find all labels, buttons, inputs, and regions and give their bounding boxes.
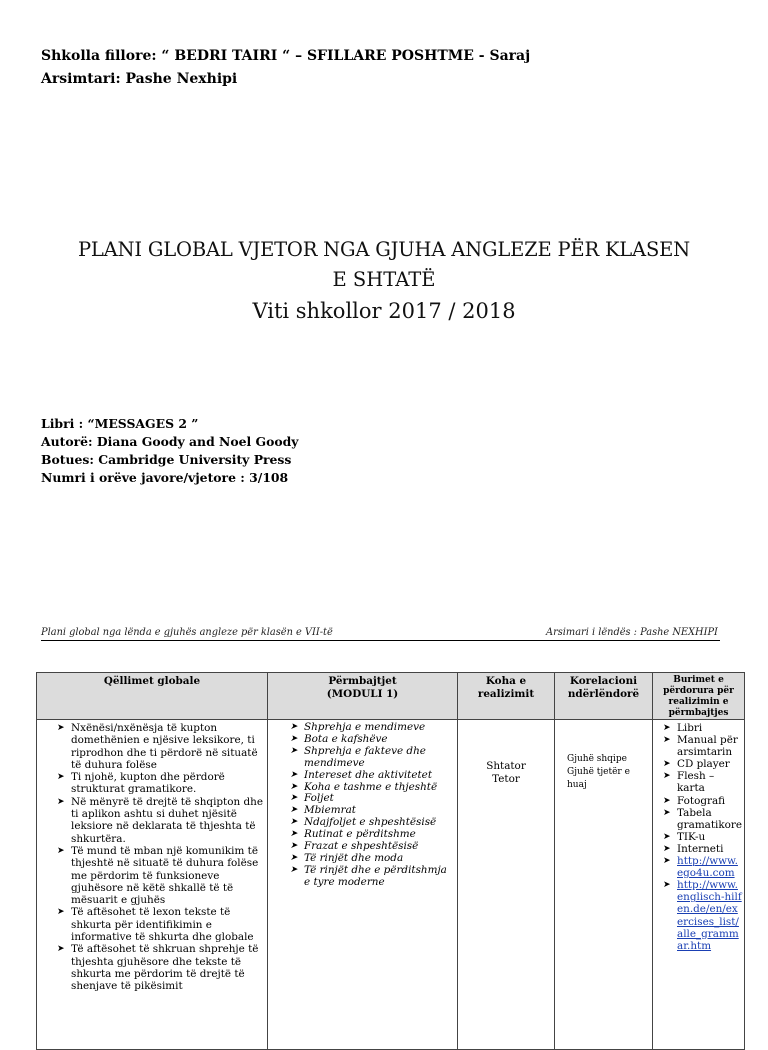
- footer-divider: [41, 640, 720, 641]
- weekly-yearly-hours: Numri i orëve javore/vjetore : 3/108: [41, 470, 289, 485]
- school-name: Shkolla fillore: “ BEDRI TAIRI “ – SFILLARE POSHTME - Saraj: [41, 48, 531, 64]
- resource-item: ➤ Tabela gramatikore: [663, 807, 742, 831]
- book-authors: Autorë: Diana Goody and Noel Goody: [41, 434, 299, 449]
- time-item: Shtator: [486, 760, 526, 772]
- content-item: ➤ Koha e tashme e thjeshtë: [290, 782, 455, 794]
- header-correlation: Korelacioni ndërlëndorë: [555, 673, 653, 720]
- plan-table: [36, 672, 745, 1050]
- time-item: Tetor: [492, 773, 520, 785]
- resource-link[interactable]: http://www.englisch-hilfen.de/en/exercises_list/alle_grammar.htm: [677, 879, 742, 952]
- book-title: Libri : “MESSAGES 2 ”: [41, 416, 199, 431]
- goal-item: ➤ Të aftësohet të lexon tekste të shkurta për identifikimin e informative të shkurta dhe globale: [57, 906, 263, 943]
- goal-item: ➤ Të aftësohet të shkruan shprehje të thjeshta gjuhësore dhe tekste të shkurta me përdorim të drejtë të shenjave të pikësimit: [57, 943, 263, 992]
- document-title-line2: E SHTATË: [332, 268, 436, 291]
- resource-item: ➤ TIK-u: [663, 831, 742, 843]
- resource-item: ➤ CD player: [663, 758, 742, 770]
- teacher-name: Arsimtari: Pashe Nexhipi: [41, 71, 238, 87]
- correlation-item: Gjuhë shqipe: [567, 754, 627, 764]
- resource-link[interactable]: http://www.ego4u.com: [677, 855, 738, 880]
- goal-item: ➤ Ti njohë, kupton dhe përdorë strukturat gramatikore.: [57, 771, 263, 796]
- content-item: ➤ Të rinjët dhe e përditshmja e tyre moderne: [290, 865, 455, 889]
- correlation-item: Gjuhë tjetër e huaj: [567, 767, 630, 790]
- resource-item: ➤ Libri: [663, 722, 742, 734]
- header-goals: Qëllimet globale: [37, 673, 268, 720]
- goal-item: ➤ Nxënësi/nxënësja të kupton domethënien e njësive leksikore, ti riprodhon dhe ti përdorë në situatë të duhura folëse: [57, 722, 263, 771]
- resource-item: ➤ Flesh – karta: [663, 770, 742, 794]
- table-header-row: [37, 673, 745, 720]
- content-item: ➤ Shprehja e fakteve dhe mendimeve: [290, 746, 455, 770]
- goal-item: ➤ Në mënyrë të drejtë të shqipton dhe ti aplikon ashtu si duhet njësitë leksiore në deklarata të thjeshta të shkurtëra.: [57, 796, 263, 845]
- content-item: ➤ Mbiemrat: [290, 805, 455, 817]
- goal-item: ➤ Të mund të mban një komunikim të thjeshtë në situatë të duhura folëse me përdorim të funksioneve gjuhësore në këtë shkallë të të mësuarit e gjuhës: [57, 845, 263, 906]
- resource-link-item: [663, 879, 742, 952]
- correlation-cell: [555, 720, 653, 1050]
- content-item: ➤ Intereset dhe aktivitetet: [290, 770, 455, 782]
- header-time: Koha e realizimit: [458, 673, 555, 720]
- page-footer-left: Plani global nga lënda e gjuhës angleze për klasën e VII-të: [41, 627, 333, 638]
- table-row: [37, 720, 745, 1050]
- book-publisher: Botues: Cambridge University Press: [41, 452, 292, 467]
- content-item: ➤ Frazat e shpeshtësisë: [290, 841, 455, 853]
- content-cell: [268, 720, 458, 1050]
- resource-item: ➤ Interneti: [663, 843, 742, 855]
- header-resources: Burimet e përdorura për realizimin e përmbajtjes: [653, 673, 745, 720]
- time-cell: [458, 720, 555, 1050]
- content-item: ➤ Foljet: [290, 793, 455, 805]
- content-item: ➤ Ndajfoljet e shpeshtësisë: [290, 817, 455, 829]
- content-item: ➤ Bota e kafshëve: [290, 734, 455, 746]
- school-year: Viti shkollor 2017 / 2018: [252, 299, 516, 323]
- resource-item: ➤ Manual për arsimtarin: [663, 734, 742, 758]
- content-item: ➤ Shprehja e mendimeve: [290, 722, 455, 734]
- content-item: ➤ Rutinat e përditshme: [290, 829, 455, 841]
- resources-cell: [653, 720, 745, 1050]
- header-content: Përmbajtjet (MODULI 1): [268, 673, 458, 720]
- resource-item: ➤ Fotografi: [663, 795, 742, 807]
- goals-cell: [37, 720, 268, 1050]
- page-footer-right: Arsimari i lëndës : Pashe NEXHIPI: [546, 627, 718, 638]
- content-item: ➤ Të rinjët dhe moda: [290, 853, 455, 865]
- resource-link-item: [663, 855, 742, 879]
- document-title-line1: PLANI GLOBAL VJETOR NGA GJUHA ANGLEZE PËR KLASEN: [77, 238, 690, 261]
